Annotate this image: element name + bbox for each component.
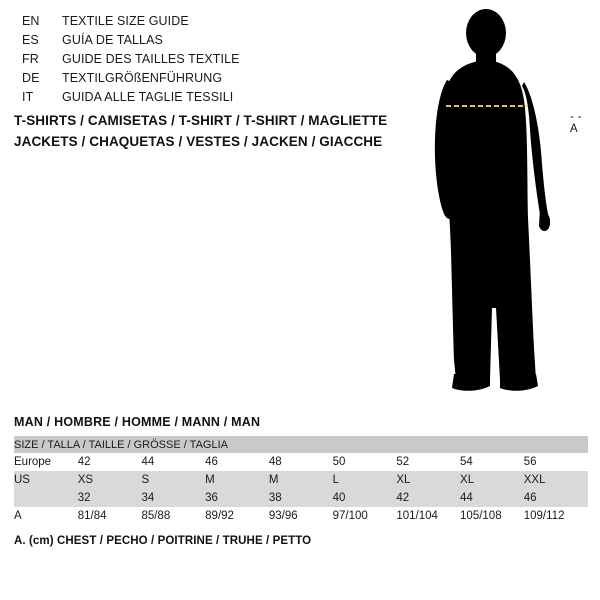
category-jackets: JACKETS / CHAQUETAS / VESTES / JACKEN / GIACCHE: [14, 134, 383, 149]
legend-text: TEXTILGRÖßENFÜHRUNG: [62, 71, 223, 85]
cell: XL: [460, 471, 524, 489]
silhouette-svg: [420, 8, 590, 398]
legend-row: [22, 52, 382, 71]
category-tshirts: T-SHIRTS / CAMISETAS / T-SHIRT / T-SHIRT / MAGLIETTE: [14, 113, 388, 128]
legend-row: [22, 14, 382, 33]
cell: M: [269, 471, 333, 489]
legend-code: FR: [22, 52, 39, 66]
legend-code: ES: [22, 33, 39, 47]
table-row: [14, 453, 588, 471]
cell: XS: [78, 471, 142, 489]
cell: 42: [396, 489, 460, 507]
table-footnote: A. (cm) CHEST / PECHO / POITRINE / TRUHE / PETTO: [14, 535, 312, 547]
cell: 56: [524, 453, 588, 471]
legend-row: [22, 33, 382, 52]
legend-code: IT: [22, 90, 34, 104]
cell: XXL: [524, 471, 588, 489]
cell: 105/108: [460, 507, 524, 525]
cell: 93/96: [269, 507, 333, 525]
language-legend: [22, 14, 382, 109]
size-table: [14, 436, 588, 525]
legend-code: DE: [22, 71, 40, 85]
cell: 85/88: [141, 507, 205, 525]
legend-row: [22, 71, 382, 90]
cell: XL: [396, 471, 460, 489]
cell: 44: [141, 453, 205, 471]
cell: 46: [524, 489, 588, 507]
row-label: A: [14, 507, 78, 525]
male-silhouette-figure: [420, 8, 590, 398]
legend-text: GUÍA DE TALLAS: [62, 33, 163, 47]
table-row: [14, 507, 588, 525]
cell: 40: [333, 489, 397, 507]
legend-text: GUIDA ALLE TAGLIE TESSILI: [62, 90, 234, 104]
cell: 46: [205, 453, 269, 471]
cell: 42: [78, 453, 142, 471]
cell: 34: [141, 489, 205, 507]
table-header-row: [14, 436, 588, 453]
cell: M: [205, 471, 269, 489]
garment-categories: [14, 110, 414, 152]
cell: 54: [460, 453, 524, 471]
cell: 52: [396, 453, 460, 471]
row-label: Europe: [14, 453, 78, 471]
size-table-section: [14, 415, 588, 547]
table-title: MAN / HOMBRE / HOMME / MANN / MAN: [14, 415, 261, 429]
row-label: [14, 489, 78, 507]
table-row: [14, 489, 588, 507]
table-row: [14, 471, 588, 489]
cell: 109/112: [524, 507, 588, 525]
cell: 97/100: [333, 507, 397, 525]
legend-code: EN: [22, 14, 40, 28]
cell: 38: [269, 489, 333, 507]
cell: 81/84: [78, 507, 142, 525]
cell: 50: [333, 453, 397, 471]
cell: 36: [205, 489, 269, 507]
legend-row: [22, 90, 382, 109]
measure-label-a: - - A: [570, 111, 582, 135]
cell: 32: [78, 489, 142, 507]
legend-text: TEXTILE SIZE GUIDE: [62, 14, 189, 28]
legend-text: GUIDE DES TAILLES TEXTILE: [62, 52, 240, 66]
cell: 48: [269, 453, 333, 471]
cell: L: [333, 471, 397, 489]
row-label: US: [14, 471, 78, 489]
cell: 101/104: [396, 507, 460, 525]
cell: 89/92: [205, 507, 269, 525]
table-header-label: SIZE / TALLA / TAILLE / GRÖSSE / TAGLIA: [14, 436, 588, 453]
cell: 44: [460, 489, 524, 507]
cell: S: [141, 471, 205, 489]
